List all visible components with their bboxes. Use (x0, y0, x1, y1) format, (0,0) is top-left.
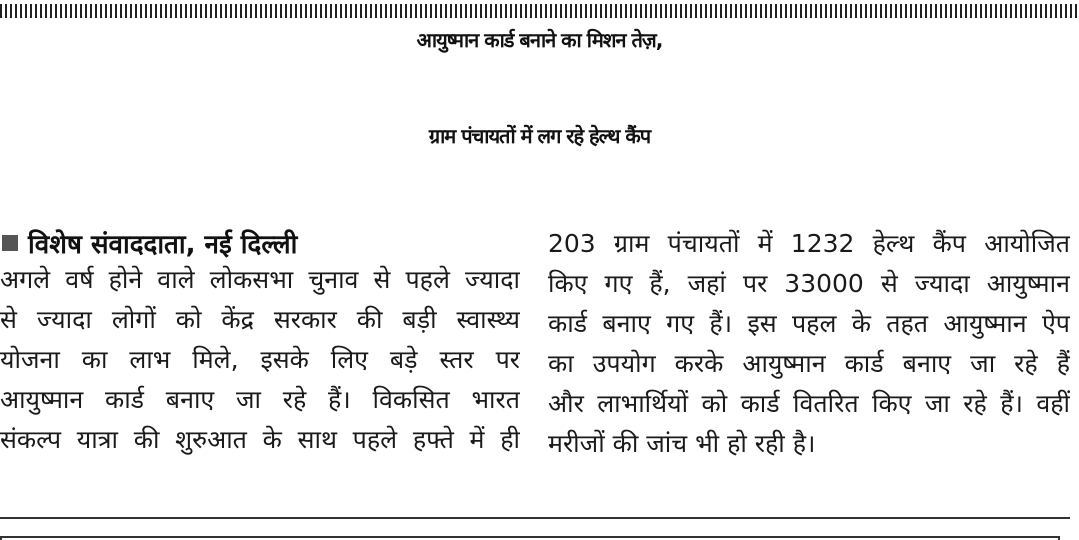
dateline (0, 226, 297, 260)
article-line: से ज्यादा लोगों को केंद्र सरकार की बड़ी स्वास्थ्य (0, 305, 520, 334)
dateline-text: विशेष संवाददाता, नई दिल्ली (28, 230, 298, 260)
article-line: संकल्प यात्रा की शुरुआत के साथ पहले हफ्ते में ही (0, 425, 520, 454)
article-line: किए गए हैं, जहां पर 33000 से ज्यादा आयुष्मान (548, 269, 1070, 298)
article-line: कार्ड बनाए गए हैं। इस पहल के तहत आयुष्मान ऐप (548, 309, 1070, 338)
article-line: आयुष्मान कार्ड बनाए जा रहे हैं। विकसित भारत (0, 385, 520, 414)
square-bullet-icon (2, 235, 18, 251)
headline-line-2: ग्राम पंचायतों में लग रहे हेल्थ कैंप (428, 124, 651, 148)
article-line: योजना का लाभ मिले, इसके लिए बड़े स्तर पर (0, 345, 520, 374)
top-dotted-rule (0, 4, 1079, 18)
next-article-box-edge (0, 536, 1060, 540)
article-line: अगले वर्ष होने वाले लोकसभा चुनाव से पहले ज्यादा (0, 265, 520, 294)
article-line: 203 ग्राम पंचायतों में 1232 हेल्थ कैंप आयोजित (548, 229, 1070, 258)
headline-line-1: आयुष्मान कार्ड बनाने का मिशन तेज़, (416, 28, 663, 52)
article-line: और लाभार्थियों को कार्ड वितरित किए जा रहे हैं। वहीं (548, 389, 1070, 418)
article-line: मरीजों की जांच भी हो रही है। (548, 429, 816, 458)
article-line: का उपयोग करके आयुष्मान कार्ड बनाए जा रहे हैं (548, 349, 1070, 378)
bottom-rule (0, 517, 1070, 519)
